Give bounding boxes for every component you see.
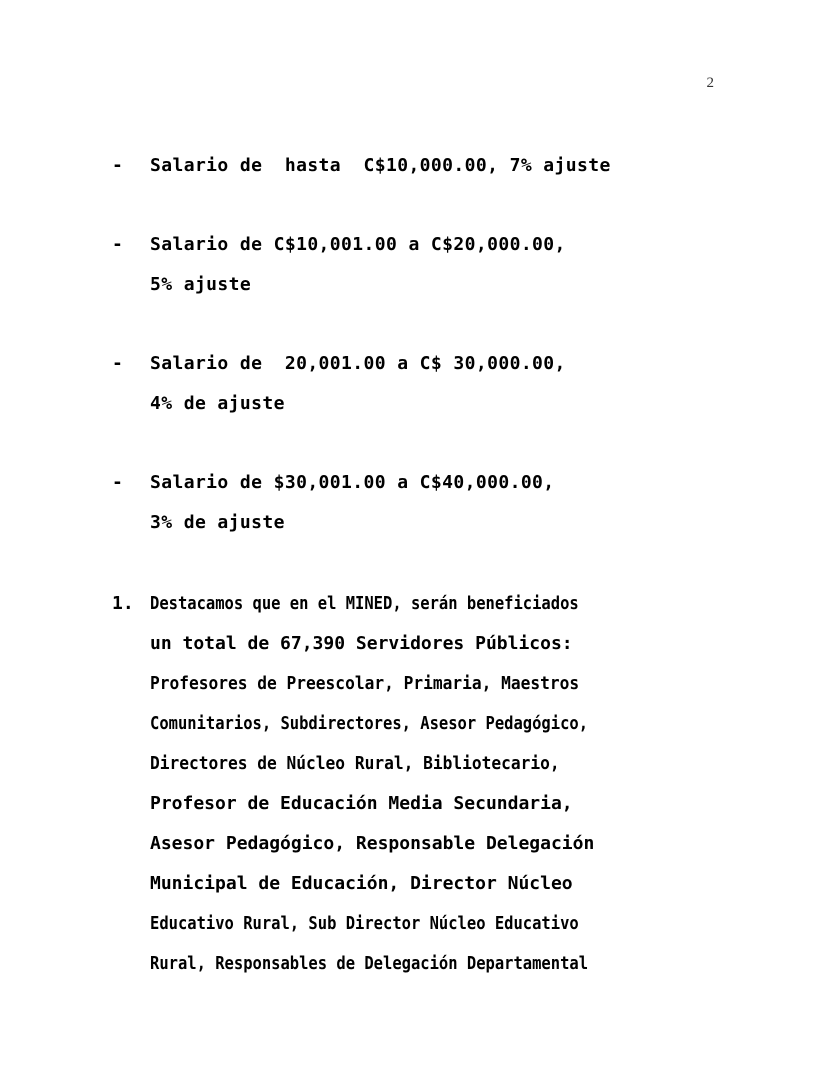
- paragraph-line: Comunitarios, Subdirectores, Asesor Pedagógico,: [150, 713, 589, 734]
- salary-bullet-line: 4% de ajuste: [150, 393, 285, 414]
- paragraph-line: Rural, Responsables de Delegación Departamental: [150, 953, 589, 974]
- page-number: 2: [706, 75, 714, 91]
- salary-bullet-line: Salario de 20,001.00 a C$ 30,000.00,: [150, 353, 566, 374]
- paragraph-line: Profesor de Educación Media Secundaria,: [150, 793, 573, 814]
- salary-bullet-item: [112, 225, 716, 305]
- numbered-list-item: [112, 584, 716, 984]
- salary-bullet-line: 3% de ajuste: [150, 512, 285, 533]
- paragraph-line: Educativo Rural, Sub Director Núcleo Educativo: [150, 913, 579, 934]
- dash-bullet-marker: -: [112, 353, 124, 374]
- salary-bullet-line: Salario de C$10,001.00 a C$20,000.00,: [150, 234, 566, 255]
- document-body: [112, 146, 716, 984]
- dash-bullet-marker: -: [112, 155, 124, 176]
- paragraph-line: Asesor Pedagógico, Responsable Delegación: [150, 833, 595, 854]
- salary-bullet-line: Salario de hasta C$10,000.00, 7% ajuste: [150, 155, 611, 176]
- salary-bullet-item: [112, 146, 716, 186]
- list-number-marker: 1.: [112, 593, 134, 614]
- paragraph-line: Destacamos que en el MINED, serán beneficiados: [150, 593, 579, 614]
- salary-bullet-item: [112, 463, 716, 543]
- paragraph-line: Municipal de Educación, Director Núcleo: [150, 873, 573, 894]
- dash-bullet-marker: -: [112, 472, 124, 493]
- paragraph-line: Profesores de Preescolar, Primaria, Maestros: [150, 673, 580, 694]
- paragraph-line: Directores de Núcleo Rural, Bibliotecario,: [150, 753, 560, 774]
- salary-bullet-line: 5% ajuste: [150, 274, 252, 295]
- salary-bullet-item: [112, 344, 716, 424]
- paragraph-line: un total de 67,390 Servidores Públicos:: [150, 633, 573, 654]
- salary-bullet-line: Salario de $30,001.00 a C$40,000.00,: [150, 472, 555, 493]
- dash-bullet-marker: -: [112, 234, 124, 255]
